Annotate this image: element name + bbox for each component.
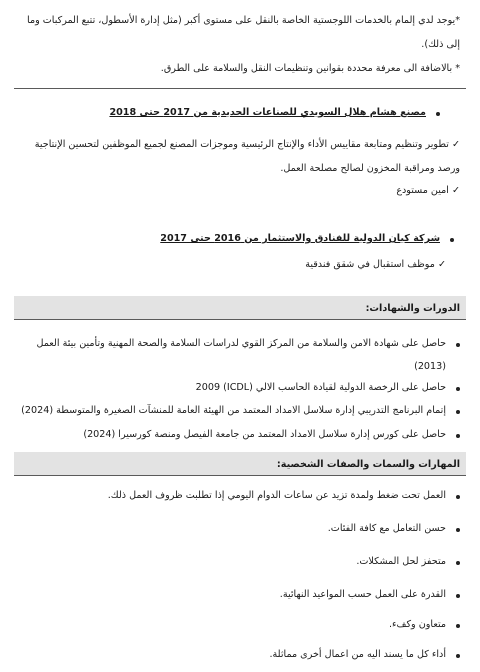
job1-task-1-line-1: ✓ تطوير وتنظيم ومتابعة مقاييس الأداء والإنتاج الرئيسية وموجزات المصنع لجميع الموظفين لتحسين الإنتاجية — [34, 139, 460, 150]
skill-1-bullet — [456, 495, 460, 499]
job1-title: مصنع هشام هلال السويدي للصناعات الحديدية من 2017 حتى 2018 — [109, 107, 426, 118]
course-1-bullet — [456, 343, 460, 347]
courses-heading-rule — [14, 319, 466, 320]
course-4: حاصل على كورس إدارة سلاسل الامداد المعتمد من جامعة الفيصل ومنصة كورسيرا (2024) — [83, 429, 446, 440]
intro-line-1: *يوجد لدي إلمام بالخدمات اللوجستية الخاصة بالنقل على مستوى أكبر (مثل إدارة الأسطول، تتبع المركبات وما — [27, 15, 460, 26]
intro-line-2: إلى ذلك). — [421, 39, 460, 50]
skill-4-bullet — [456, 594, 460, 598]
job1-task-2: ✓ امين مستودع — [396, 185, 460, 196]
skill-2: حسن التعامل مع كافة الفئات. — [327, 523, 446, 534]
course-1-line-2: (2013) — [414, 361, 446, 372]
job1-task-1-line-2: ورصد ومراقبة المخزون لصالح مصلحة العمل. — [280, 163, 460, 174]
skill-3-bullet — [456, 561, 460, 565]
skill-3: متحفز لحل المشكلات. — [356, 556, 446, 567]
courses-heading: الدورات والشهادات: — [365, 303, 460, 314]
job2-task-1: ✓ موظف استقبال في شقق فندقية — [305, 259, 446, 270]
job1-bullet — [436, 112, 440, 116]
skill-6: أداء كل ما يسند اليه من اعمال أخرى مماثلة. — [269, 649, 446, 660]
skill-2-bullet — [456, 528, 460, 532]
course-2-bullet — [456, 387, 460, 391]
course-2: حاصل على الرخصة الدولية لقيادة الحاسب الالي (ICDL) 2009 — [195, 382, 446, 393]
intro-line-3: * بالاضافة الى معرفة محددة بقوانين وتنظيمات النقل والسلامة على الطرق. — [160, 63, 460, 74]
course-3: إتمام البرنامج التدريبي إدارة سلاسل الامداد المعتمد من الهيئة العامة للمنشآت الصغيرة والمتوسطة (2024) — [21, 405, 446, 416]
skill-5: متعاون وكفء. — [388, 619, 446, 630]
skills-heading: المهارات والسمات والصفات الشخصية: — [276, 459, 460, 470]
divider-top — [14, 88, 466, 89]
skill-1: العمل تحت ضغط ولمدة تزيد عن ساعات الدوام اليومي إذا تطلبت ظروف العمل ذلك. — [107, 490, 446, 501]
job2-title: شركة كيان الدولية للفنادق والاستثمار من 2016 حتى 2017 — [160, 233, 440, 244]
skill-6-bullet — [456, 654, 460, 658]
skills-heading-rule — [14, 475, 466, 476]
course-3-bullet — [456, 410, 460, 414]
course-1-line-1: حاصل على شهادة الامن والسلامة من المركز القوي لدراسات السلامة والصحة المهنية وتأمين بيئة العمل — [36, 338, 446, 349]
course-4-bullet — [456, 434, 460, 438]
skill-4: القدرة على العمل حسب المواعيد النهائية. — [279, 589, 446, 600]
skill-5-bullet — [456, 624, 460, 628]
job2-bullet — [450, 238, 454, 242]
